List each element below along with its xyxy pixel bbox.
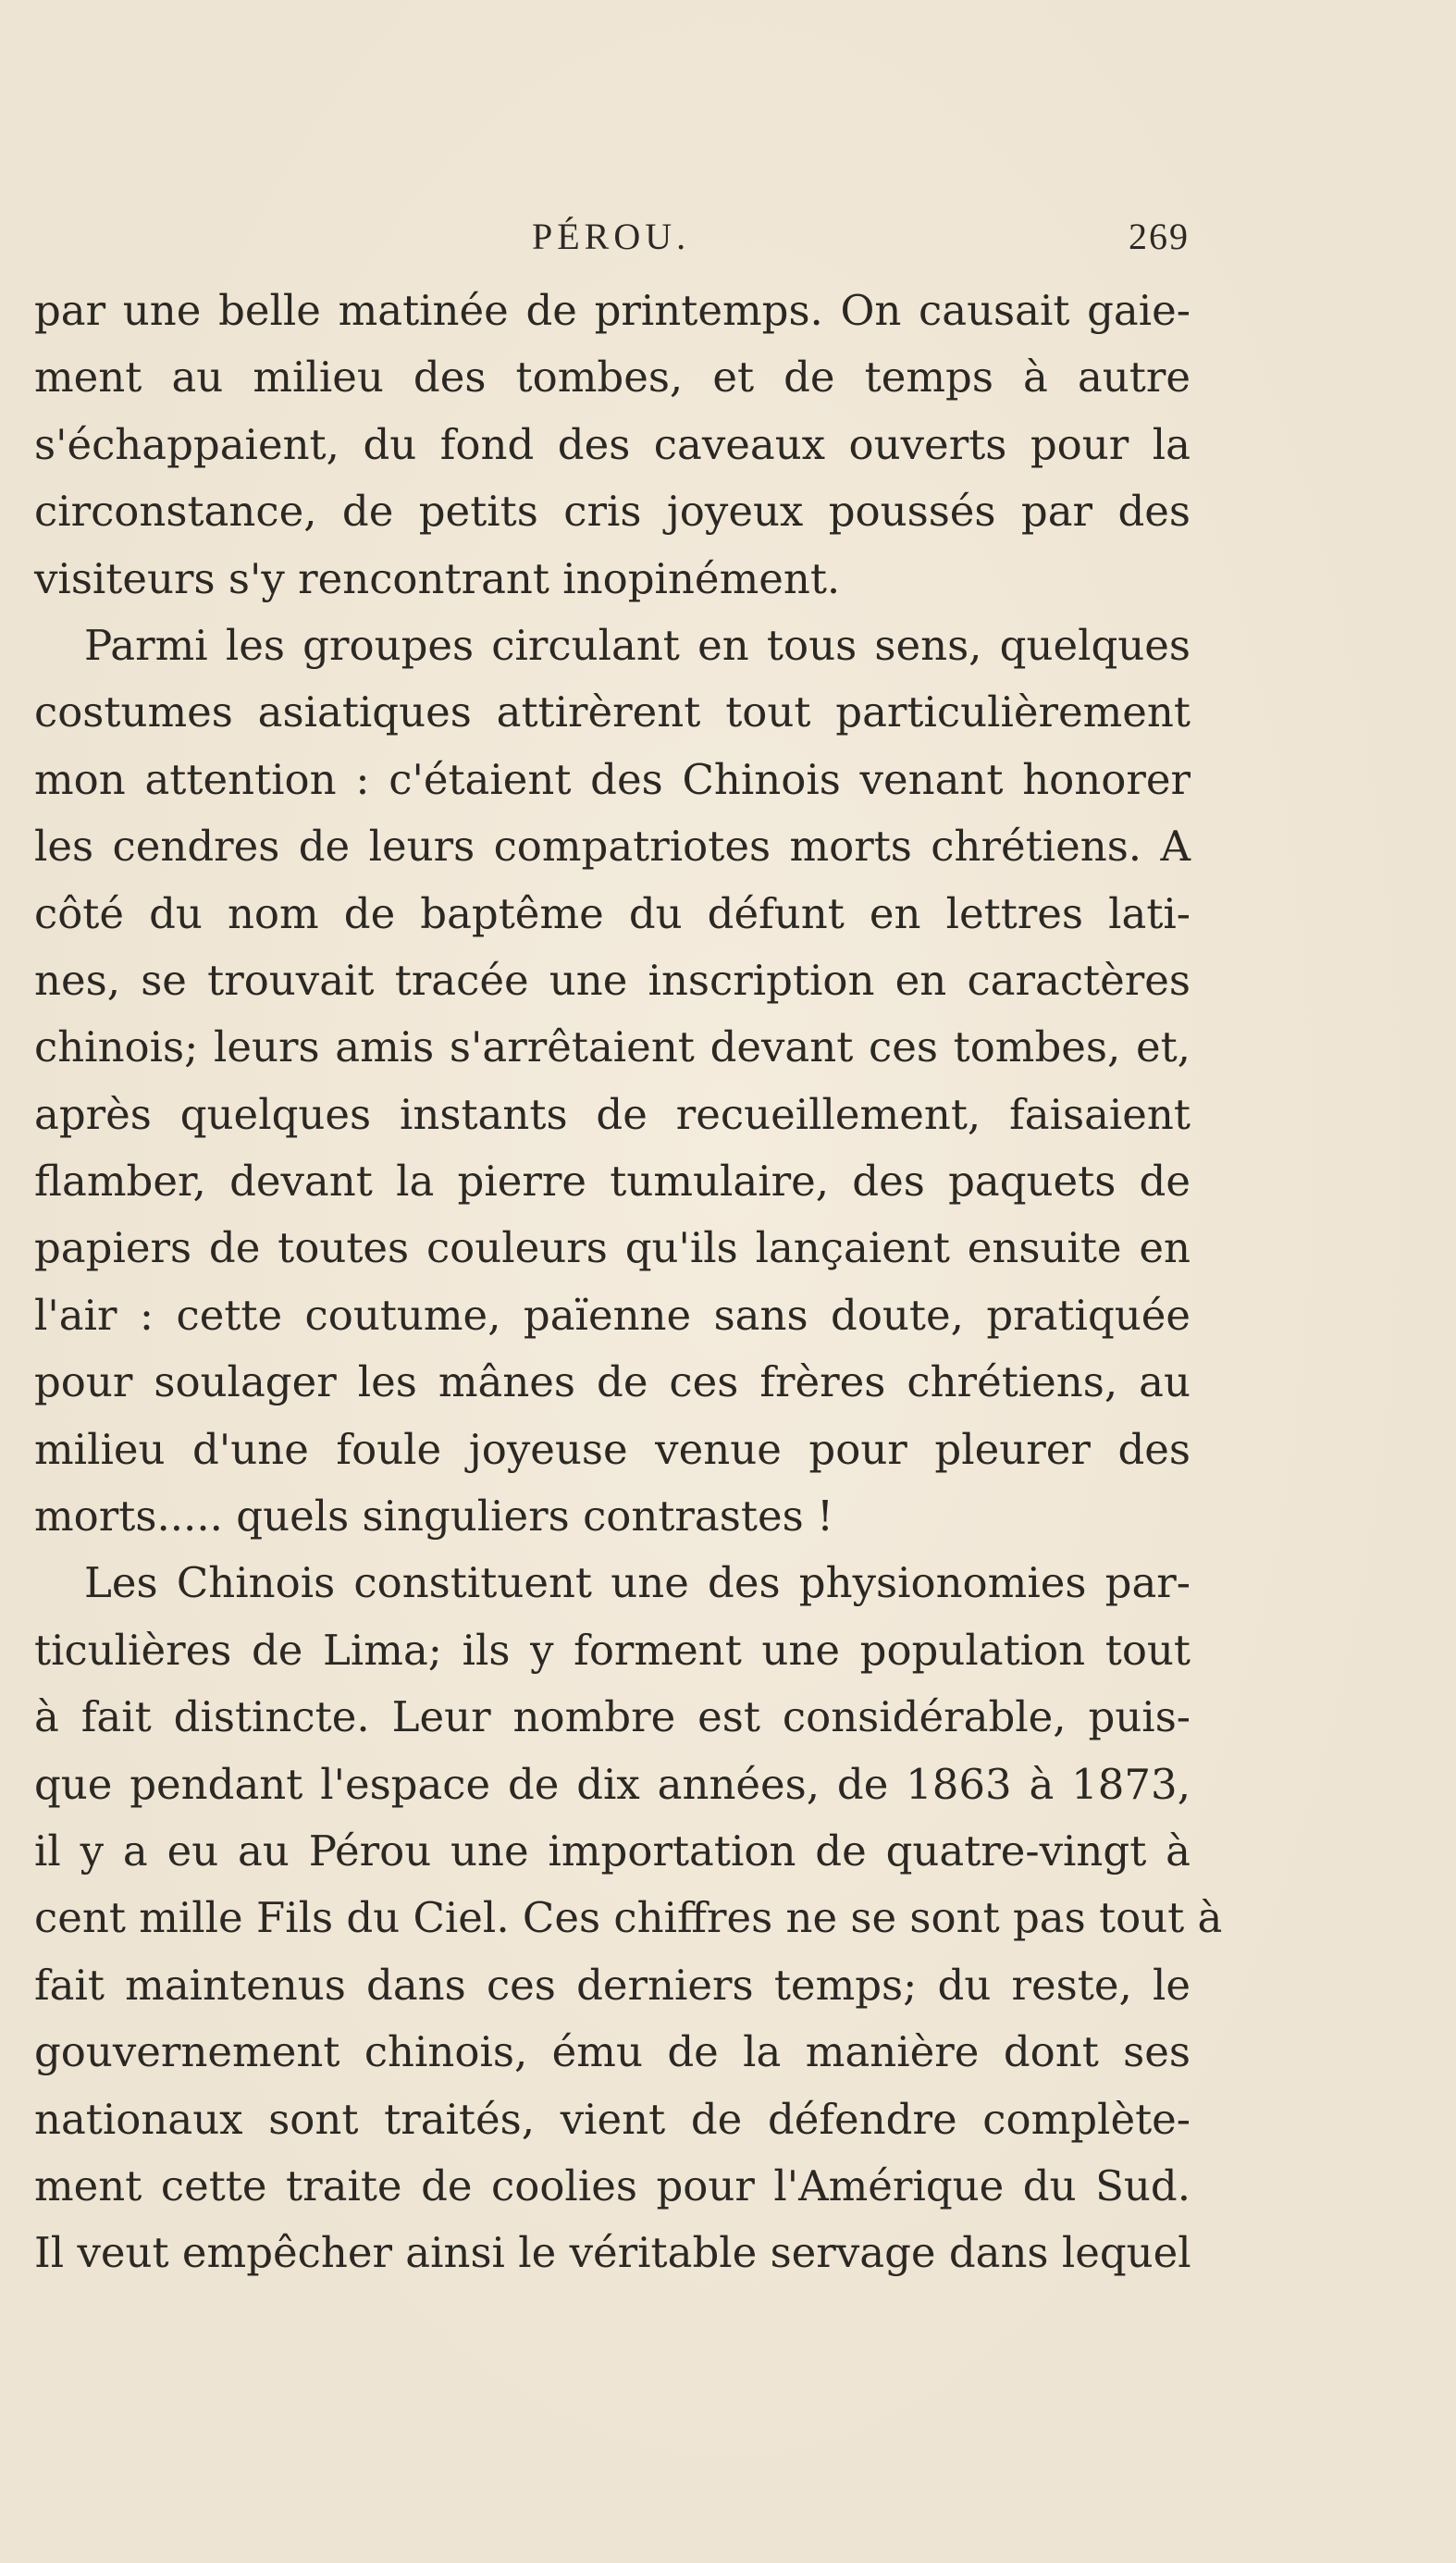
text-line: cent mille Fils du Ciel. Ces chiffres ne se sont pas tout à bbox=[34, 1893, 1223, 1943]
text-line: pour soulager les mânes de ces frères chrétiens, au bbox=[34, 1357, 1191, 1407]
text-line: ment cette traite de coolies pour l'Amérique du Sud. bbox=[34, 2161, 1191, 2210]
text-line: morts..... quels singuliers contrastes ! bbox=[34, 1492, 834, 1542]
text-line: flamber, devant la pierre tumulaire, des paquets de bbox=[34, 1157, 1191, 1207]
text-line: à fait distincte. Leur nombre est considérable, puis- bbox=[34, 1692, 1191, 1742]
text-line: gouvernement chinois, ému de la manière dont ses bbox=[34, 2027, 1191, 2077]
text-line: visiteurs s'y rencontrant inopinément. bbox=[34, 553, 841, 603]
text-line: ment au milieu des tombes, et de temps à autre bbox=[34, 353, 1191, 402]
text-line: après quelques instants de recueillement, faisaient bbox=[34, 1089, 1191, 1139]
text-line: costumes asiatiques attirèrent tout particulièrement bbox=[34, 687, 1191, 737]
text-line: les cendres de leurs compatriotes morts chrétiens. A bbox=[34, 822, 1191, 872]
text-line: mon attention : c'étaient des Chinois venant honorer bbox=[34, 754, 1191, 804]
text-line: il y a eu au Pérou une importation de quatre-vingt à bbox=[34, 1826, 1191, 1876]
text-line: que pendant l'espace de dix années, de 1863 à 1873, bbox=[34, 1759, 1191, 1809]
text-line: papiers de toutes couleurs qu'ils lançaient ensuite en bbox=[34, 1223, 1191, 1273]
body-text bbox=[34, 278, 1223, 2287]
text-line: fait maintenus dans ces derniers temps; du reste, le bbox=[34, 1960, 1191, 2010]
text-line: nes, se trouvait tracée une inscription en caractères bbox=[34, 955, 1191, 1005]
text-line: par une belle matinée de printemps. On causait gaie- bbox=[34, 286, 1191, 335]
text-line: ticulières de Lima; ils y forment une population tout bbox=[34, 1625, 1191, 1675]
page-header bbox=[0, 215, 1456, 270]
paragraph-start-line: Les Chinois constituent une des physionomies par- bbox=[84, 1558, 1191, 1608]
paragraph-start-line: Parmi les groupes circulant en tous sens, quelques bbox=[84, 620, 1191, 670]
text-line: nationaux sont traités, vient de défendre complète- bbox=[34, 2094, 1191, 2144]
text-line: côté du nom de baptême du défunt en lettres lati- bbox=[34, 888, 1191, 938]
page-number: 269 bbox=[1129, 216, 1190, 257]
text-line: milieu d'une foule joyeuse venue pour pleurer des bbox=[34, 1424, 1191, 1474]
text-line: s'échappaient, du fond des caveaux ouverts pour la bbox=[34, 419, 1191, 469]
text-line: chinois; leurs amis s'arrêtaient devant ces tombes, et, bbox=[34, 1022, 1191, 1072]
text-line: Il veut empêcher ainsi le véritable servage dans lequel bbox=[34, 2228, 1191, 2278]
running-head: PÉROU. bbox=[532, 216, 691, 257]
text-line: circonstance, de petits cris joyeux poussés par des bbox=[34, 487, 1191, 537]
text-line: l'air : cette coutume, païenne sans doute, pratiquée bbox=[34, 1290, 1191, 1340]
